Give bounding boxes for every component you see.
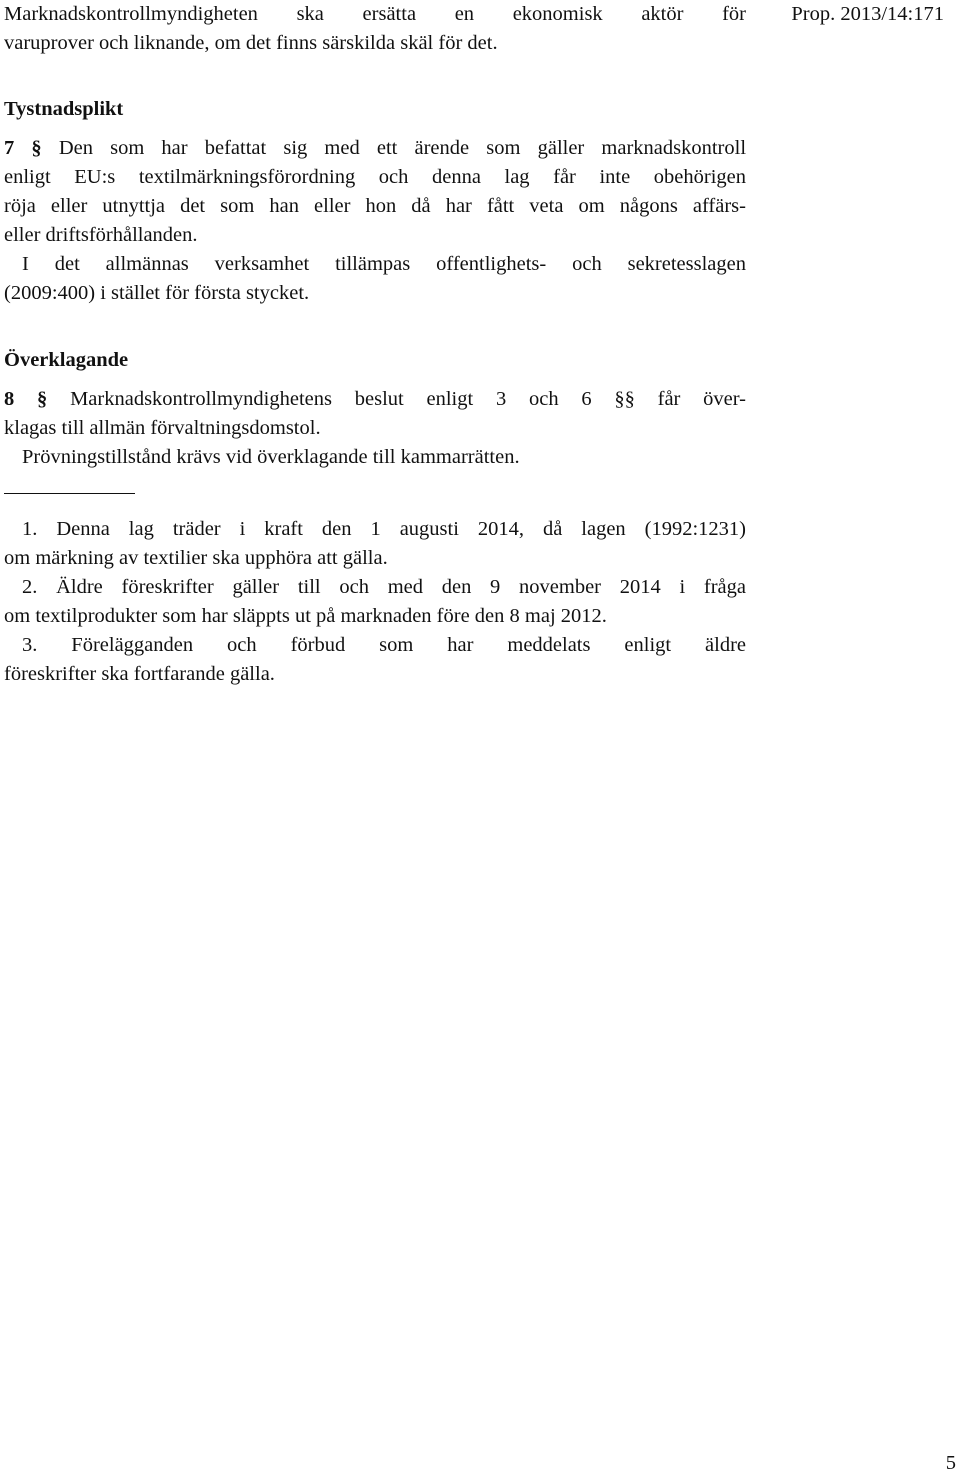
intro-line-1: Marknadskontrollmyndigheten ska ersätta en ekonomisk aktör för — [4, 3, 746, 25]
transitional-item-3-line-2: föreskrifter ska fortfarande gälla. — [4, 663, 275, 685]
section-heading-tystnadsplikt: Tystnadsplikt — [4, 98, 124, 120]
section-7-p2-line-1: I det allmännas verksamhet tillämpas offentlighets- och sekretesslagen — [22, 253, 746, 275]
section-heading-overklagande: Överklagande — [4, 349, 129, 371]
section-8-line-1 — [4, 385, 746, 414]
transitional-item-1-line-2: om märkning av textilier ska upphöra att gälla. — [4, 547, 388, 569]
section-8-number: 8 § — [4, 388, 48, 410]
transitional-item-2-line-1: 2. Äldre föreskrifter gäller till och med den 9 november 2014 i fråga — [22, 576, 746, 598]
section-7 — [4, 134, 746, 308]
transitional-provisions — [4, 515, 746, 689]
section-7-line-2: enligt EU:s textilmärkningsförordning och denna lag får inte obehörigen — [4, 166, 746, 188]
section-8 — [4, 385, 746, 472]
section-8-line-2: klagas till allmän förvaltningsdomstol. — [4, 417, 321, 439]
section-7-line-1 — [4, 134, 746, 163]
intro-paragraph — [4, 0, 746, 58]
transitional-item-3-line-1: 3. Förelägganden och förbud som har meddelats enligt äldre — [22, 634, 746, 656]
transitional-item-1-line-1: 1. Denna lag träder i kraft den 1 augusti 2014, då lagen (1992:1231) — [22, 518, 746, 540]
section-7-p2-line-2: (2009:400) i stället för första stycket. — [4, 282, 310, 304]
document-reference: Prop. 2013/14:171 — [791, 3, 944, 25]
transitional-item-2-line-2: om textilprodukter som har släppts ut på marknaden före den 8 maj 2012. — [4, 605, 607, 627]
intro-line-2: varuprover och liknande, om det finns särskilda skäl för det. — [4, 32, 498, 54]
transitional-divider — [4, 493, 135, 494]
section-7-line-3: röja eller utnyttja det som han eller hon då har fått veta om någons affärs- — [4, 195, 746, 217]
section-7-line-1-text: Den som har befattat sig med ett ärende som gäller marknadskontroll — [58, 137, 747, 159]
section-8-line-1-text: Marknadskontrollmyndighetens beslut enligt 3 och 6 §§ får över- — [70, 388, 747, 410]
section-8-p2-line-1: Prövningstillstånd krävs vid överklagande till kammarrätten. — [22, 446, 520, 468]
page-number: 5 — [945, 1452, 956, 1474]
section-7-line-4: eller driftsförhållanden. — [4, 224, 198, 246]
section-7-number: 7 § — [4, 137, 42, 159]
